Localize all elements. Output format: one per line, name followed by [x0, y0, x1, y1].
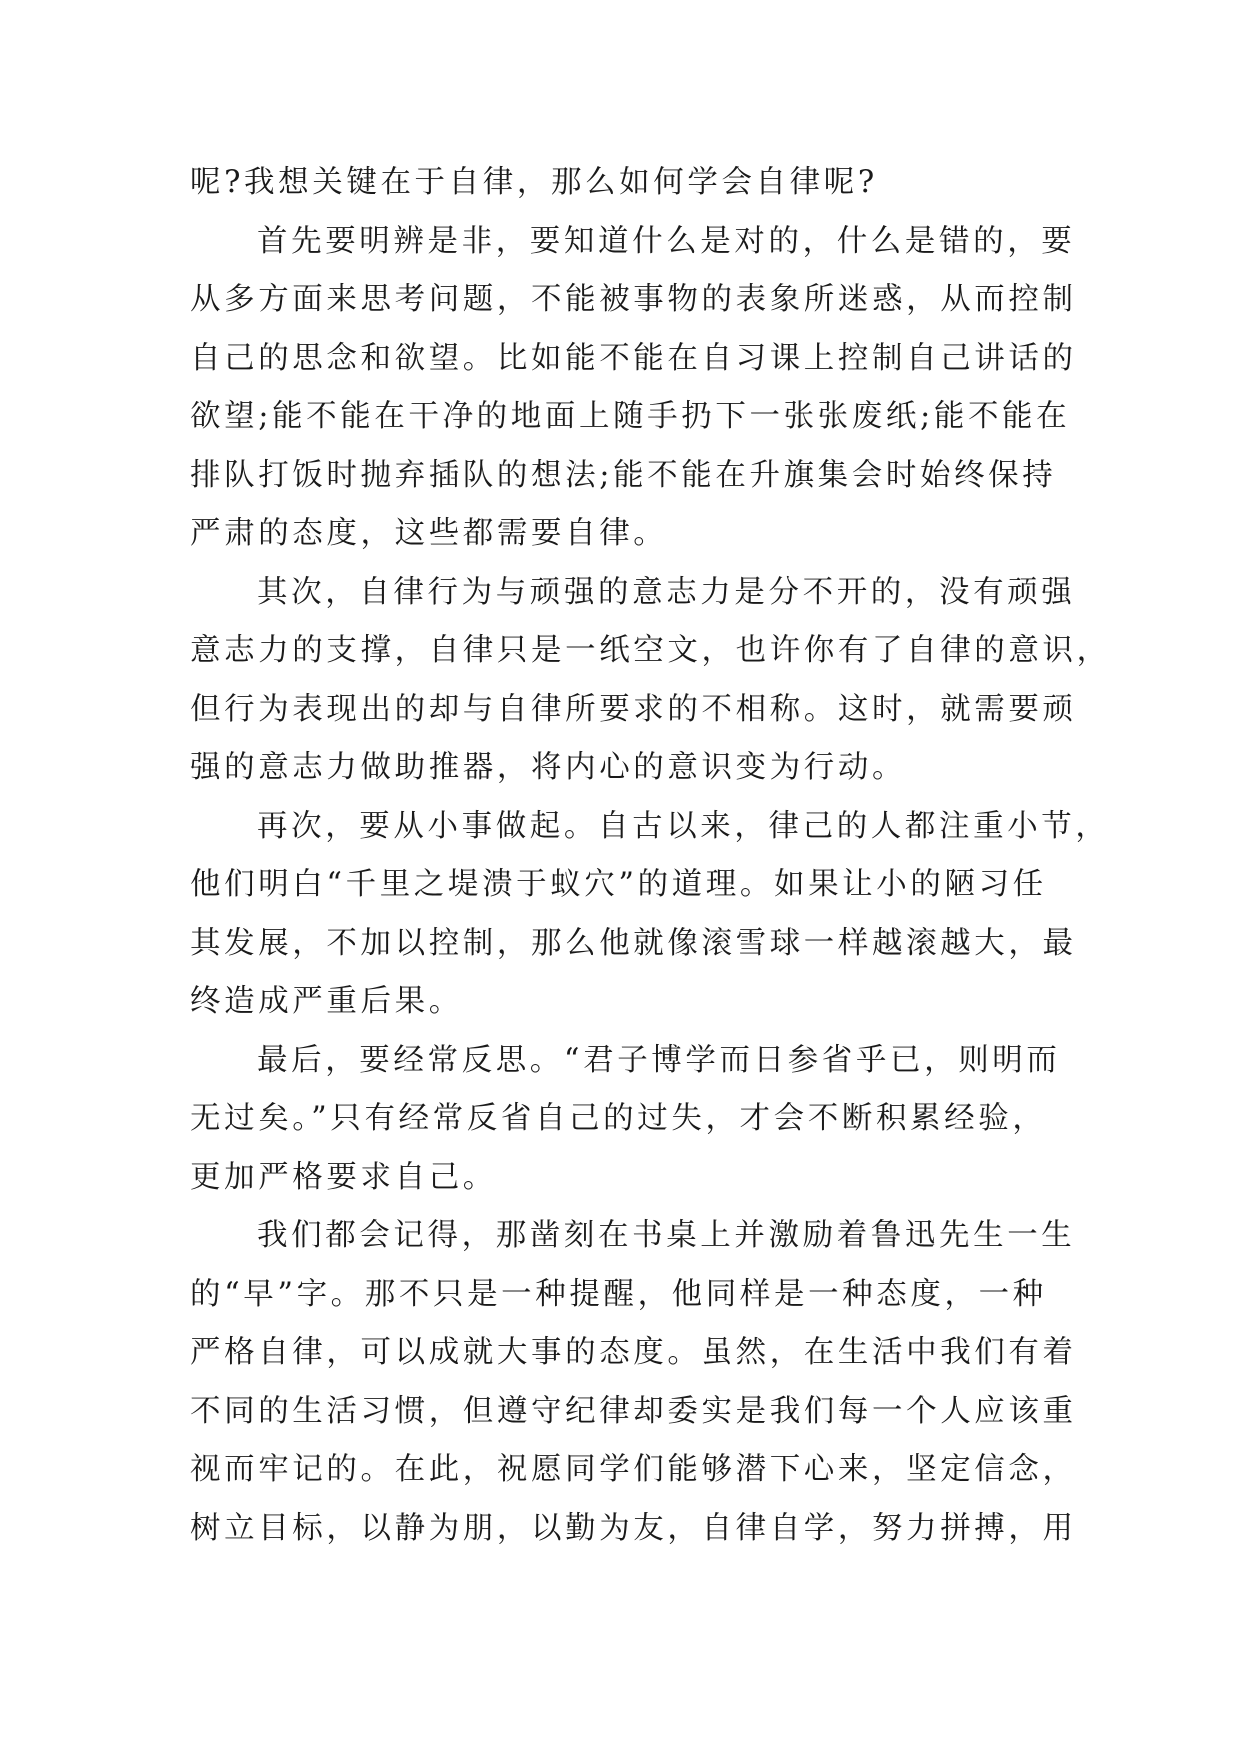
text-line: 视而牢记的。在此，祝愿同学们能够潜下心来，坚定信念， — [190, 1452, 1077, 1487]
text-line: 无过矣。”只有经常反省自己的过失，才会不断积累经验， — [190, 1101, 1047, 1136]
paragraph-first-line: 其次，自律行为与顽强的意志力是分不开的，没有顽强 — [257, 574, 1076, 610]
paragraph-first-line: 我们都会记得，那凿刻在书桌上并激励着鲁迅先生一生 — [257, 1218, 1076, 1253]
text-line: 从多方面来思考问题，不能被事物的表象所迷惑，从而控制 — [190, 282, 1077, 317]
text-line: 欲望;能不能在干净的地面上随手扔下一张张废纸;能不能在 — [190, 399, 1071, 434]
text-line: 严格自律，可以成就大事的态度。虽然，在生活中我们有着 — [190, 1335, 1077, 1370]
text-line: 严肃的态度，这些都需要自律。 — [190, 516, 668, 551]
paragraph-first-line: 最后，要经常反思。“君子博学而日参省乎已，则明而 — [257, 1042, 1061, 1078]
text-line: 终造成严重后果。 — [190, 984, 463, 1019]
text-line: 意志力的支撑，自律只是一纸空文，也许你有了自律的意识， — [190, 633, 1111, 668]
text-line: 呢?我想关键在于自律，那么如何学会自律呢? — [190, 165, 878, 200]
text-line: 更加严格要求自己。 — [190, 1159, 497, 1195]
text-line: 自己的思念和欲望。比如能不能在自习课上控制自己讲话的 — [190, 340, 1077, 376]
paragraph-first-line: 首先要明辨是非，要知道什么是对的，什么是错的，要 — [257, 223, 1076, 259]
text-line: 不同的生活习惯，但遵守纪律却委实是我们每一个人应该重 — [190, 1393, 1077, 1429]
text-line: 的“早”字。那不只是一种提醒，他同样是一种态度，一种 — [190, 1276, 1047, 1312]
body-text — [190, 154, 1111, 1558]
text-line: 他们明白“千里之堤溃于蚁穴”的道理。如果让小的陋习任 — [190, 867, 1047, 902]
text-line: 树立目标，以静为朋，以勤为友，自律自学，努力拼搏，用 — [190, 1510, 1077, 1546]
text-line: 其发展，不加以控制，那么他就像滚雪球一样越滚越大，最 — [190, 925, 1077, 961]
text-line: 强的意志力做助推器，将内心的意识变为行动。 — [190, 750, 907, 785]
paragraph-first-line: 再次，要从小事做起。自古以来，律己的人都注重小节， — [257, 808, 1110, 844]
text-line: 排队打饭时抛弃插队的想法;能不能在升旗集会时始终保持 — [190, 457, 1057, 493]
text-line: 但行为表现出的却与自律所要求的不相称。这时，就需要顽 — [190, 691, 1077, 727]
